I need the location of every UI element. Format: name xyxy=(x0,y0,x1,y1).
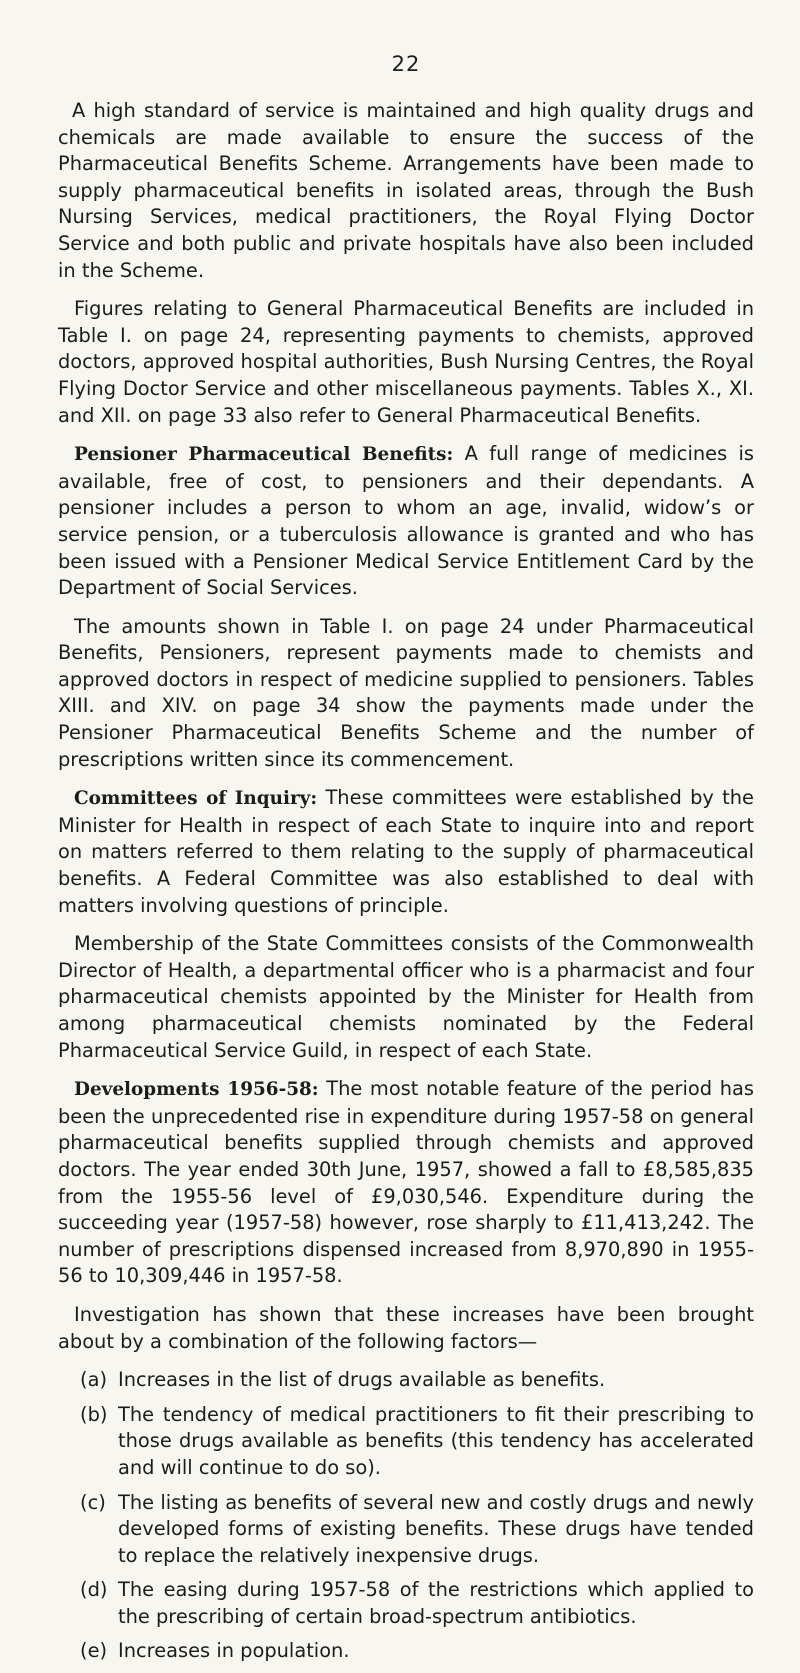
paragraph-general-benefits-figures xyxy=(58,296,754,429)
section-heading-developments: Developments 1956-58: xyxy=(74,1079,319,1101)
page-number: 22 xyxy=(391,52,421,76)
paragraph-pensioner-amounts xyxy=(58,614,754,774)
list-item-text: The listing as benefits of several new and costly drugs and newly developed forms of existing benefits. These drugs have tended to replace the relatively inexpensive drugs. xyxy=(118,1490,754,1567)
list-item xyxy=(58,1367,754,1394)
list-item xyxy=(58,1577,754,1630)
paragraph-text: Investigation has shown that these increases have been brought about by a combination of the following factors— xyxy=(58,1302,754,1353)
paragraph-text: A high standard of service is maintained and high quality drugs and chemicals are made available to ensure the success of the Pharmaceutical Benefits Scheme. Arrangements have been made to supply pharmaceutical benefits in isolated areas, through the Bush Nursing Services, medical practitioners, the Royal Flying Doctor Service and both public and private hospitals have also been included in the Scheme. xyxy=(58,99,754,282)
list-item-marker: (a) xyxy=(80,1368,108,1392)
paragraph-service-standard xyxy=(58,98,754,284)
list-item xyxy=(58,1402,754,1482)
list-item-text: Increases in the list of drugs available as benefits. xyxy=(118,1368,606,1392)
document-page xyxy=(58,52,754,1673)
paragraph-text: Figures relating to General Pharmaceutical Benefits are included in Table I. on page 24, representing payments to chemists, approved doctors, approved hospital authorities, Bush Nursing Centres, the Royal Flying Doctor Service and other miscellaneous payments. Tables X., XI. and XII. on page 33 also refer to General Pharmaceutical Benefits. xyxy=(58,297,754,427)
paragraph-developments xyxy=(58,1076,754,1290)
list-item-text: Increases in population. xyxy=(118,1639,350,1663)
paragraph-committees-of-inquiry xyxy=(58,785,754,919)
paragraph-committee-membership xyxy=(58,931,754,1064)
list-item-text: The tendency of medical practitioners to fit their prescribing to those drugs available as benefits (this tendency has accelerated and will continue to do so). xyxy=(118,1402,754,1479)
section-heading-pensioner-benefits: Pensioner Pharmaceutical Benefits: xyxy=(74,444,454,466)
section-heading-committees-of-inquiry: Committees of Inquiry: xyxy=(74,788,318,810)
factors-list xyxy=(58,1367,754,1665)
list-item-text: The easing during 1957-58 of the restrictions which applied to the prescribing of certain broad-spectrum antibiotics. xyxy=(118,1578,754,1628)
list-item xyxy=(58,1638,754,1665)
paragraph-investigation xyxy=(58,1302,754,1355)
paragraph-pensioner-benefits xyxy=(58,441,754,602)
paragraph-text: The most notable feature of the period has been the unprecedented rise in expenditure during 1957-58 on general pharmaceutical benefits supplied through chemists and approved doctors. The year ended 30th June, 1957, showed a fall to £8,585,835 from the 1955-56 level of £9,030,546. Expenditure during the succeeding year (1957-58) however, rose sharply to £11,413,242. The number of prescriptions dispensed increased from 8,970,890 in 1955-56 to 10,309,446 in 1957-58. xyxy=(58,1077,754,1288)
list-item-marker: (e) xyxy=(80,1639,108,1663)
paragraph-text: A full range of medicines is available, free of cost, to pensioners and their dependants. A pensioner includes a person to whom an age, invalid, widow’s or service pension, or a tuberculosis allowance is granted and who has been issued with a Pensioner Medical Service Entitlement Card by the Department of Social Services. xyxy=(58,442,755,600)
list-item xyxy=(58,1490,754,1570)
paragraph-text: Membership of the State Committees consists of the Commonwealth Director of Health, a departmental officer who is a pharmacist and four pharmaceutical chemists appointed by the Minister for Health from among pharmaceutical chemists nominated by the Federal Pharmaceutical Service Guild, in respect of each State. xyxy=(58,932,754,1062)
list-item-marker: (d) xyxy=(80,1578,108,1602)
list-item-marker: (c) xyxy=(80,1490,106,1514)
list-item-marker: (b) xyxy=(80,1402,108,1426)
paragraph-text: The amounts shown in Table I. on page 24 under Pharmaceutical Benefits, Pensioners, represent payments made to chemists and approved doctors in respect of medicine supplied to pensioners. Tables XIII. and XIV. on page 34 show the payments made under the Pensioner Pharmaceutical Benefits Scheme and the number of prescriptions written since its commencement. xyxy=(58,614,754,771)
paragraph-text: These committees were established by the Minister for Health in respect of each State to inquire into and report on matters referred to them relating to the supply of pharmaceutical benefits. A Federal Committee was also established to deal with matters involving questions of principle. xyxy=(58,786,754,917)
